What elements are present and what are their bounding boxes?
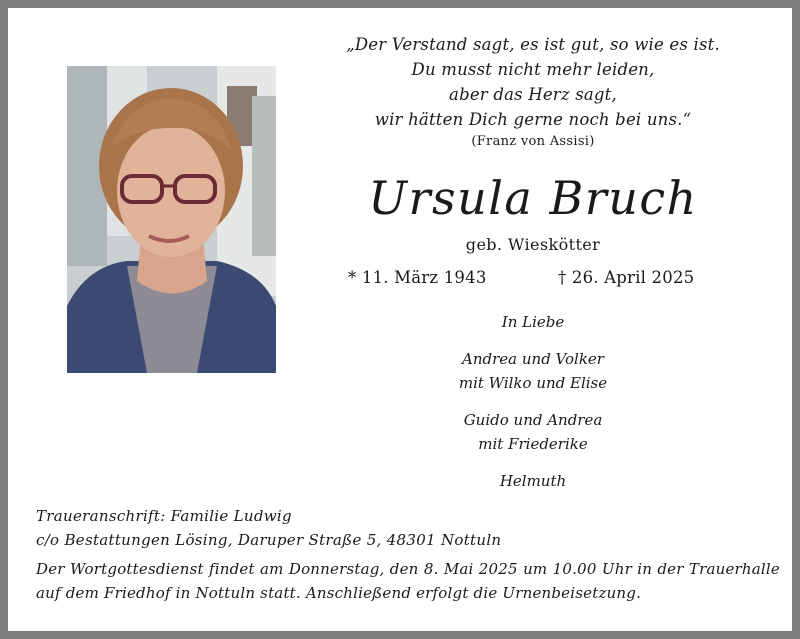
quote-line: wir hätten Dich gerne noch bei uns.“ bbox=[374, 110, 692, 129]
mourners-intro: In Liebe bbox=[501, 313, 565, 331]
mourner-line: mit Friederike bbox=[478, 435, 588, 453]
quote-line: aber das Herz sagt, bbox=[449, 85, 617, 104]
mourner-line: Andrea und Volker bbox=[462, 350, 604, 368]
address-line: c/o Bestattungen Lösing, Daruper Straße 5, 48301 Nottuln bbox=[36, 531, 502, 549]
birth-name: geb. Wieskötter bbox=[465, 235, 601, 254]
mourners-block bbox=[308, 310, 758, 493]
mourner-line: Guido und Andrea bbox=[463, 411, 603, 429]
quote-block bbox=[308, 32, 758, 151]
address-line: Traueranschrift: Familie Ludwig bbox=[36, 507, 292, 525]
mourner-line: mit Wilko und Elise bbox=[458, 374, 608, 392]
death-date: † 26. April 2025 bbox=[558, 268, 695, 287]
quote-line: Du musst nicht mehr leiden, bbox=[411, 60, 655, 79]
deceased-name: Ursula Bruch bbox=[368, 171, 698, 225]
portrait-photo bbox=[67, 66, 276, 373]
birth-date: * 11. März 1943 bbox=[348, 268, 487, 287]
quote-author: (Franz von Assisi) bbox=[471, 134, 595, 149]
quote-line: „Der Verstand sagt, es ist gut, so wie es ist. bbox=[346, 35, 720, 54]
service-notice: Der Wortgottesdienst findet am Donnerstag, den 8. Mai 2025 um 10.00 Uhr in der Trauerhalle auf dem Friedhof in Nottuln statt. Anschließend erfolgt die Urnenbeisetzung. bbox=[36, 560, 780, 602]
mourner-line: Helmuth bbox=[499, 472, 567, 490]
mourning-address bbox=[36, 504, 776, 552]
